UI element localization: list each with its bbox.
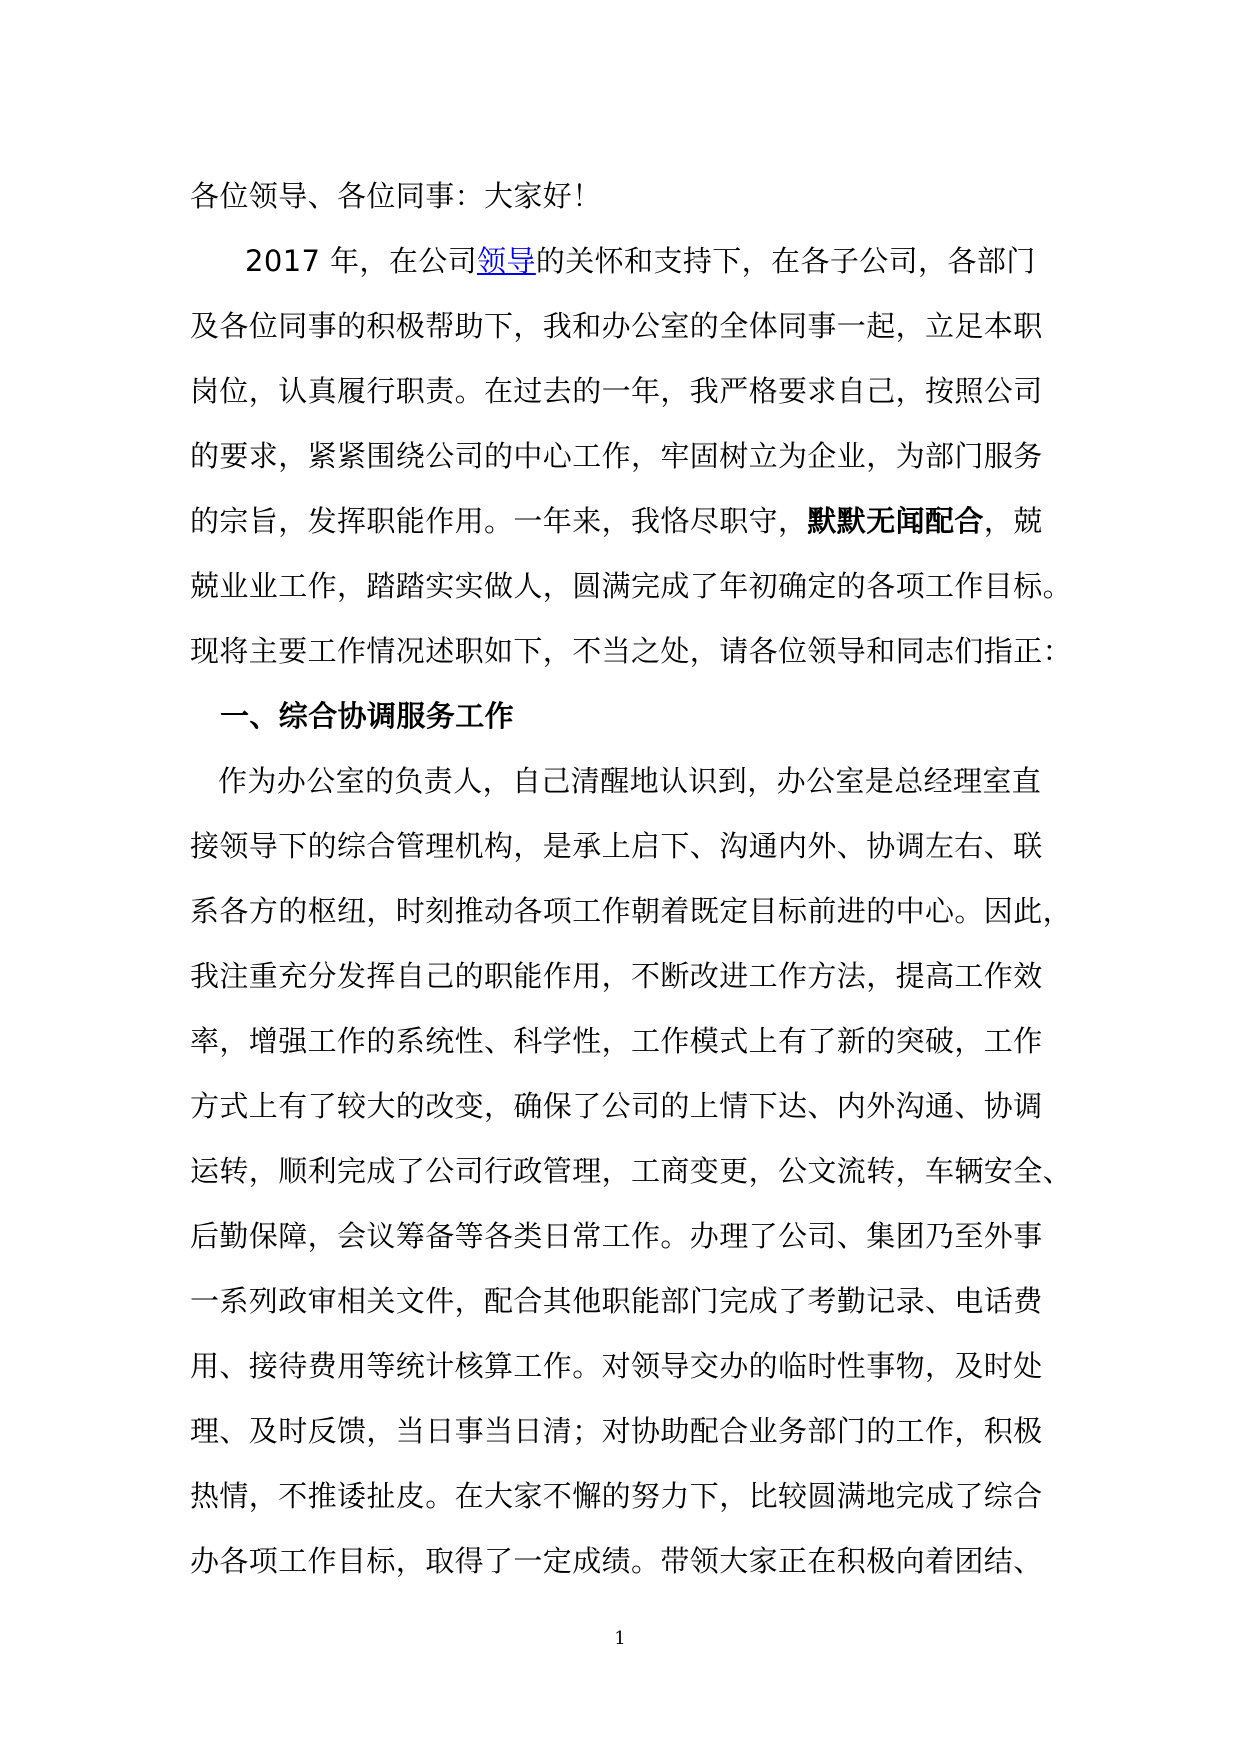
section-line-12: 热情，不推诿扯皮。在大家不懈的努力下，比较圆满地完成了综合 [190, 1479, 1043, 1513]
greeting: 各位领导、各位同事：大家好！ [190, 179, 602, 213]
section-line-4: 我注重充分发挥自己的职能作用，不断改进工作方法，提高工作效 [190, 959, 1043, 993]
section-line-11: 理、及时反馈，当日事当日清；对协助配合业务部门的工作，积极 [190, 1414, 1043, 1448]
section-line-5: 率，增强工作的系统性、科学性，工作模式上有了新的突破，工作 [190, 1024, 1043, 1058]
intro-line-3: 岗位，认真履行职责。在过去的一年，我严格要求自己，按照公司 [190, 374, 1043, 408]
intro-text: 的关怀和支持下，在各子公司，各部门 [535, 244, 1036, 278]
intro-line-1 [245, 241, 1125, 281]
intro-line-6: 兢业业工作，踏踏实实做人，圆满完成了年初确定的各项工作目标。 [190, 569, 1073, 603]
section-line-9: 一系列政审相关文件，配合其他职能部门完成了考勤记录、电话费 [190, 1284, 1043, 1318]
intro-text: 2017 年，在公司 [245, 244, 478, 278]
section-line-3: 系各方的枢纽，时刻推动各项工作朝着既定目标前进的中心。因此， [190, 894, 1073, 928]
bold-emphasis: 默默无闻配合 [807, 504, 984, 538]
intro-text: 的宗旨，发挥职能作用。一年来，我恪尽职守， [190, 504, 808, 538]
section-line-1: 作为办公室的负责人，自己清醒地认识到，办公室是总经理室直 [218, 764, 1042, 798]
section-heading: 一、综合协调服务工作 [220, 699, 515, 733]
leader-link[interactable]: 领导 [477, 244, 536, 278]
intro-line-4: 的要求，紧紧围绕公司的中心工作，牢固树立为企业，为部门服务 [190, 439, 1043, 473]
intro-line-5 [190, 501, 1070, 541]
section-line-2: 接领导下的综合管理机构，是承上启下、沟通内外、协调左右、联 [190, 829, 1043, 863]
section-line-13: 办各项工作目标，取得了一定成绩。带领大家正在积极向着团结、 [190, 1544, 1043, 1578]
page-number: 1 [614, 1628, 626, 1649]
intro-line-7: 现将主要工作情况述职如下，不当之处，请各位领导和同志们指正： [190, 634, 1073, 668]
section-line-10: 用、接待费用等统计核算工作。对领导交办的临时性事物，及时处 [190, 1349, 1043, 1383]
section-line-6: 方式上有了较大的改变，确保了公司的上情下达、内外沟通、协调 [190, 1089, 1043, 1123]
intro-text: ，兢 [983, 504, 1043, 538]
section-line-7: 运转，顺利完成了公司行政管理，工商变更，公文流转，车辆安全、 [190, 1154, 1073, 1188]
section-line-8: 后勤保障，会议筹备等各类日常工作。办理了公司、集团乃至外事 [190, 1219, 1043, 1253]
intro-line-2: 及各位同事的积极帮助下，我和办公室的全体同事一起，立足本职 [190, 309, 1043, 343]
